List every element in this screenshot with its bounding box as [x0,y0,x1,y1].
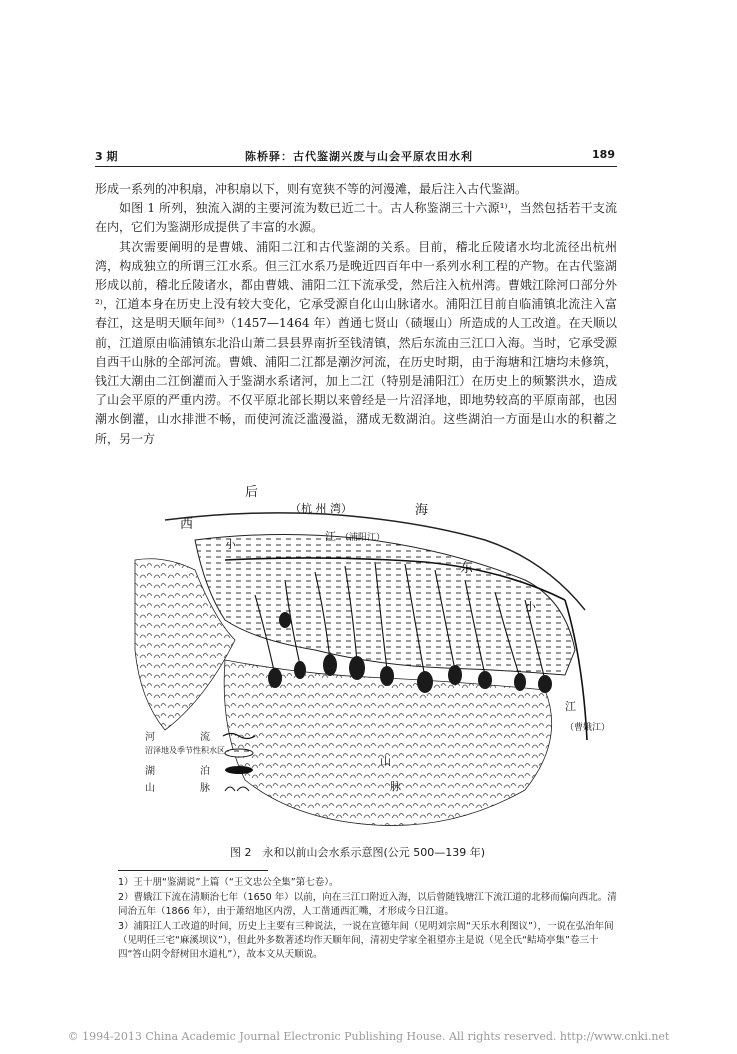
legend-row-mountain: 山 脉 [145,779,255,796]
running-title: 陈桥驿：古代鉴湖兴废与山会平原农田水利 [245,150,473,163]
label-jiang: 江 [325,530,336,543]
marsh-symbol-icon [223,748,255,758]
footnote-rule [118,870,268,871]
mountain-symbol-icon [223,782,255,792]
label-puyangjiang: （浦阳江） [340,533,386,543]
lake-symbol-icon [223,765,255,775]
label-jiang2: 江 [565,700,576,713]
copyright-footer: © 1994-2013 China Academic Journal Electronic Publishing House. All rights reserved. http://www.cnki.net [67,1030,670,1043]
footnote: 3）浦阳江人工改道的时间，历史上主要有三种说法，一说在宣德年间（见明刘宗周“天乐水利图议”），一说在弘治年间（见明任三宅“麻溪坝议”），但此外多数著述均作天顺年间，清初史学家全祖望亦主是说（见全氏“鲒埼亭集”卷三十四“答山阴令舒树田水道札”），故本文从天顺说。 [118,921,614,960]
river-symbol-icon [223,731,255,741]
label-mai: 脉 [390,780,401,793]
label-xi: 西 [180,517,194,532]
label-hou: 后 [245,485,259,500]
legend-row-lake: 湖 泊 [145,762,255,779]
figure-caption: 图 2 永和以前山会水系示意图(公元 500—139 年) [230,846,486,859]
article-body [95,180,617,449]
footnotes [118,876,618,963]
page-number: 189 [592,148,615,161]
map-legend [145,728,255,796]
label-shan: 山 [380,755,391,768]
label-hai: 海 [415,503,429,518]
paragraph: 形成一系列的冲积扇，冲积扇以下，则有宽狭不等的河漫滩，最后注入古代鉴湖。 [95,182,528,196]
label-dong: 东 [460,561,474,576]
label-caoejiang: （曹娥江） [565,723,611,733]
header-rule [95,166,617,167]
footnote: 2）曹娥江下流在清顺治七年（1650 年）以前，向在三江口附近入海，以后曾随钱塘江下流江道的北移而偏向西北。清同治五年（1866 年），由于萧绍地区内涝，人工凿通西汇嘴，才形成今日江道。 [118,892,617,917]
label-xiao2: 小 [525,600,536,613]
legend-row-river: 河 流 [145,728,255,745]
legend-row-marsh: 沼泽地及季节性积水区 [145,745,255,762]
label-xiao: 小 [225,538,236,551]
label-hangzhouwan: （杭 州 湾） [290,502,352,515]
paragraph: 如图 1 所列，独流入湖的主要河流为数已近二十。古人称鉴湖三十六源¹⁾，当然包括若干支流在内，它们为鉴湖形成提供了丰富的水源。 [95,201,617,235]
issue-number: 3 期 [95,150,118,163]
footnote: 1）王十朋“鉴湖说”上篇（“王文忠公全集”第七卷）。 [118,877,339,888]
paragraph: 其次需要阐明的是曹娥、浦阳二江和古代鉴湖的关系。目前，稽北丘陵诸水均北流径出杭州湾，构成独立的所谓三江水系。但三江水系乃是晚近四百年中一系列水利工程的产物。在古代鉴湖形成以前，稽北丘陵诸水，都由曹娥、浦阳二江下流承受，然后注入杭州湾。曹娥江除河口部分外²⁾，江道本身在历史上没有较大变化，它承受源自化山山脉诸水。浦阳江目前自临浦镇北流注入富春江，这是明天顺年间³⁾（1457—1464 年）酋通七贤山（碛堰山）所造成的人工改道。在天顺以前，江道原由临浦镇东北沿山萧二县县界南折至钱清镇，然后东流由三江口入海。当时，它承受源自西干山脉的全部河流。曹娥、浦阳二江都是潮汐河流，在历史时期，由于海塘和江塘均未修筑，钱江大潮由二江倒灌而入于鉴湖水系诸河，加上二江（特别是浦阳江）在历史上的频繁洪水，造成了山会平原的严重内涝。不仅平原北部长期以来曾经是一片沼泽地，即地势较高的平原南部，也因潮水倒灌，山水排泄不畅，而使河流泛滥漫溢，潴成无数湖泊。这些湖泊一方面是山水的积蓄之所，另一方 [95,239,617,446]
